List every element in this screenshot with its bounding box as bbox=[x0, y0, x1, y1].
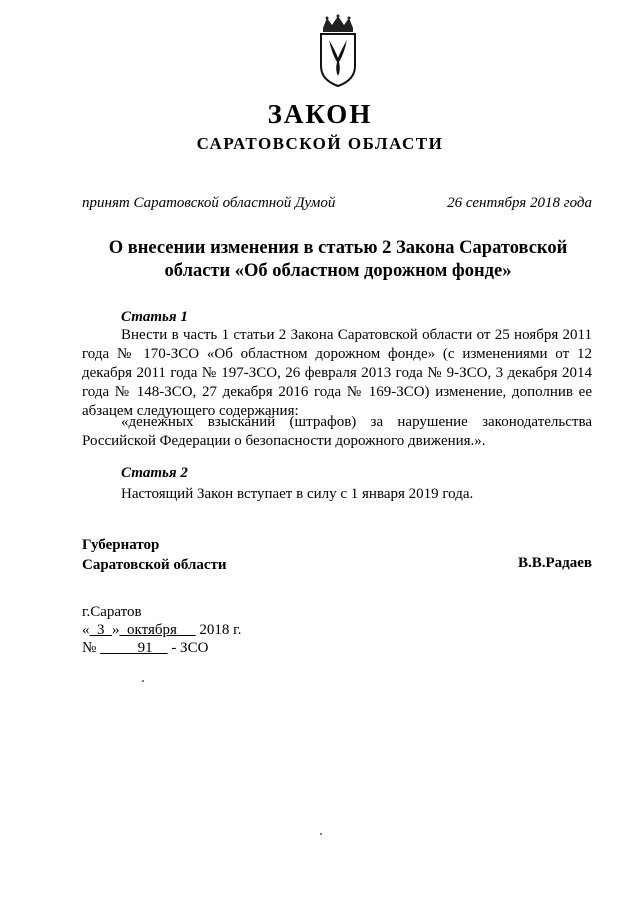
position-line-2: Саратовской области bbox=[82, 557, 227, 573]
registration-block bbox=[82, 603, 241, 657]
registration-number bbox=[82, 639, 241, 657]
article-2-title: Статья 2 bbox=[121, 465, 188, 481]
law-title: ЗАКОН bbox=[267, 99, 373, 129]
article-2-text: Настоящий Закон вступает в силу с 1 января 2019 года. bbox=[121, 486, 474, 502]
signatory-name: В.В.Радаев bbox=[517, 555, 592, 571]
article-1-quote: «денежных взысканий (штрафов) за нарушение законодательства Российской Федерации о безопасности дорожного движения.». bbox=[82, 414, 592, 449]
law-subtitle: САРАТОВСКОЙ ОБЛАСТИ bbox=[196, 134, 444, 153]
number-sign: № bbox=[82, 640, 97, 656]
date-day: 3 bbox=[97, 622, 105, 638]
date-close-quote: » bbox=[112, 622, 120, 638]
number-suffix: - ЗСО bbox=[171, 640, 209, 656]
article-1-title: Статья 1 bbox=[121, 309, 188, 325]
scan-speck bbox=[320, 833, 322, 835]
signatory-position bbox=[82, 535, 227, 575]
accepted-date: 26 сентября 2018 года bbox=[447, 195, 592, 211]
law-heading: О внесении изменения в статью 2 Закона Саратовской области «Об областном дорожном фонде» bbox=[108, 238, 568, 281]
number-value: 91 bbox=[137, 640, 153, 656]
coat-of-arms-icon bbox=[315, 14, 361, 88]
article-1-text: Внести в часть 1 статьи 2 Закона Саратовской области от 25 ноября 2011 года № 170-ЗСО «Об областном дорожном фонде» (с изменениями от 12 декабря 2011 года № 197-ЗСО, 26 февраля 2013 года № 9-ЗСО, 3 декабря 2014 года № 148-ЗСО, 27 декабря 2016 года № 169-ЗСО) изменение, дополнив ее абзацем следующего содержания: bbox=[82, 327, 592, 419]
date-open-quote: « bbox=[82, 622, 90, 638]
registration-city: г.Саратов bbox=[82, 604, 142, 620]
registration-date bbox=[82, 621, 241, 639]
date-month: октября bbox=[127, 622, 177, 638]
position-line-1: Губернатор bbox=[82, 537, 160, 553]
scan-speck bbox=[142, 680, 144, 682]
accepted-by: принят Саратовской областной Думой bbox=[82, 195, 336, 211]
date-year: 2018 г. bbox=[199, 622, 242, 638]
